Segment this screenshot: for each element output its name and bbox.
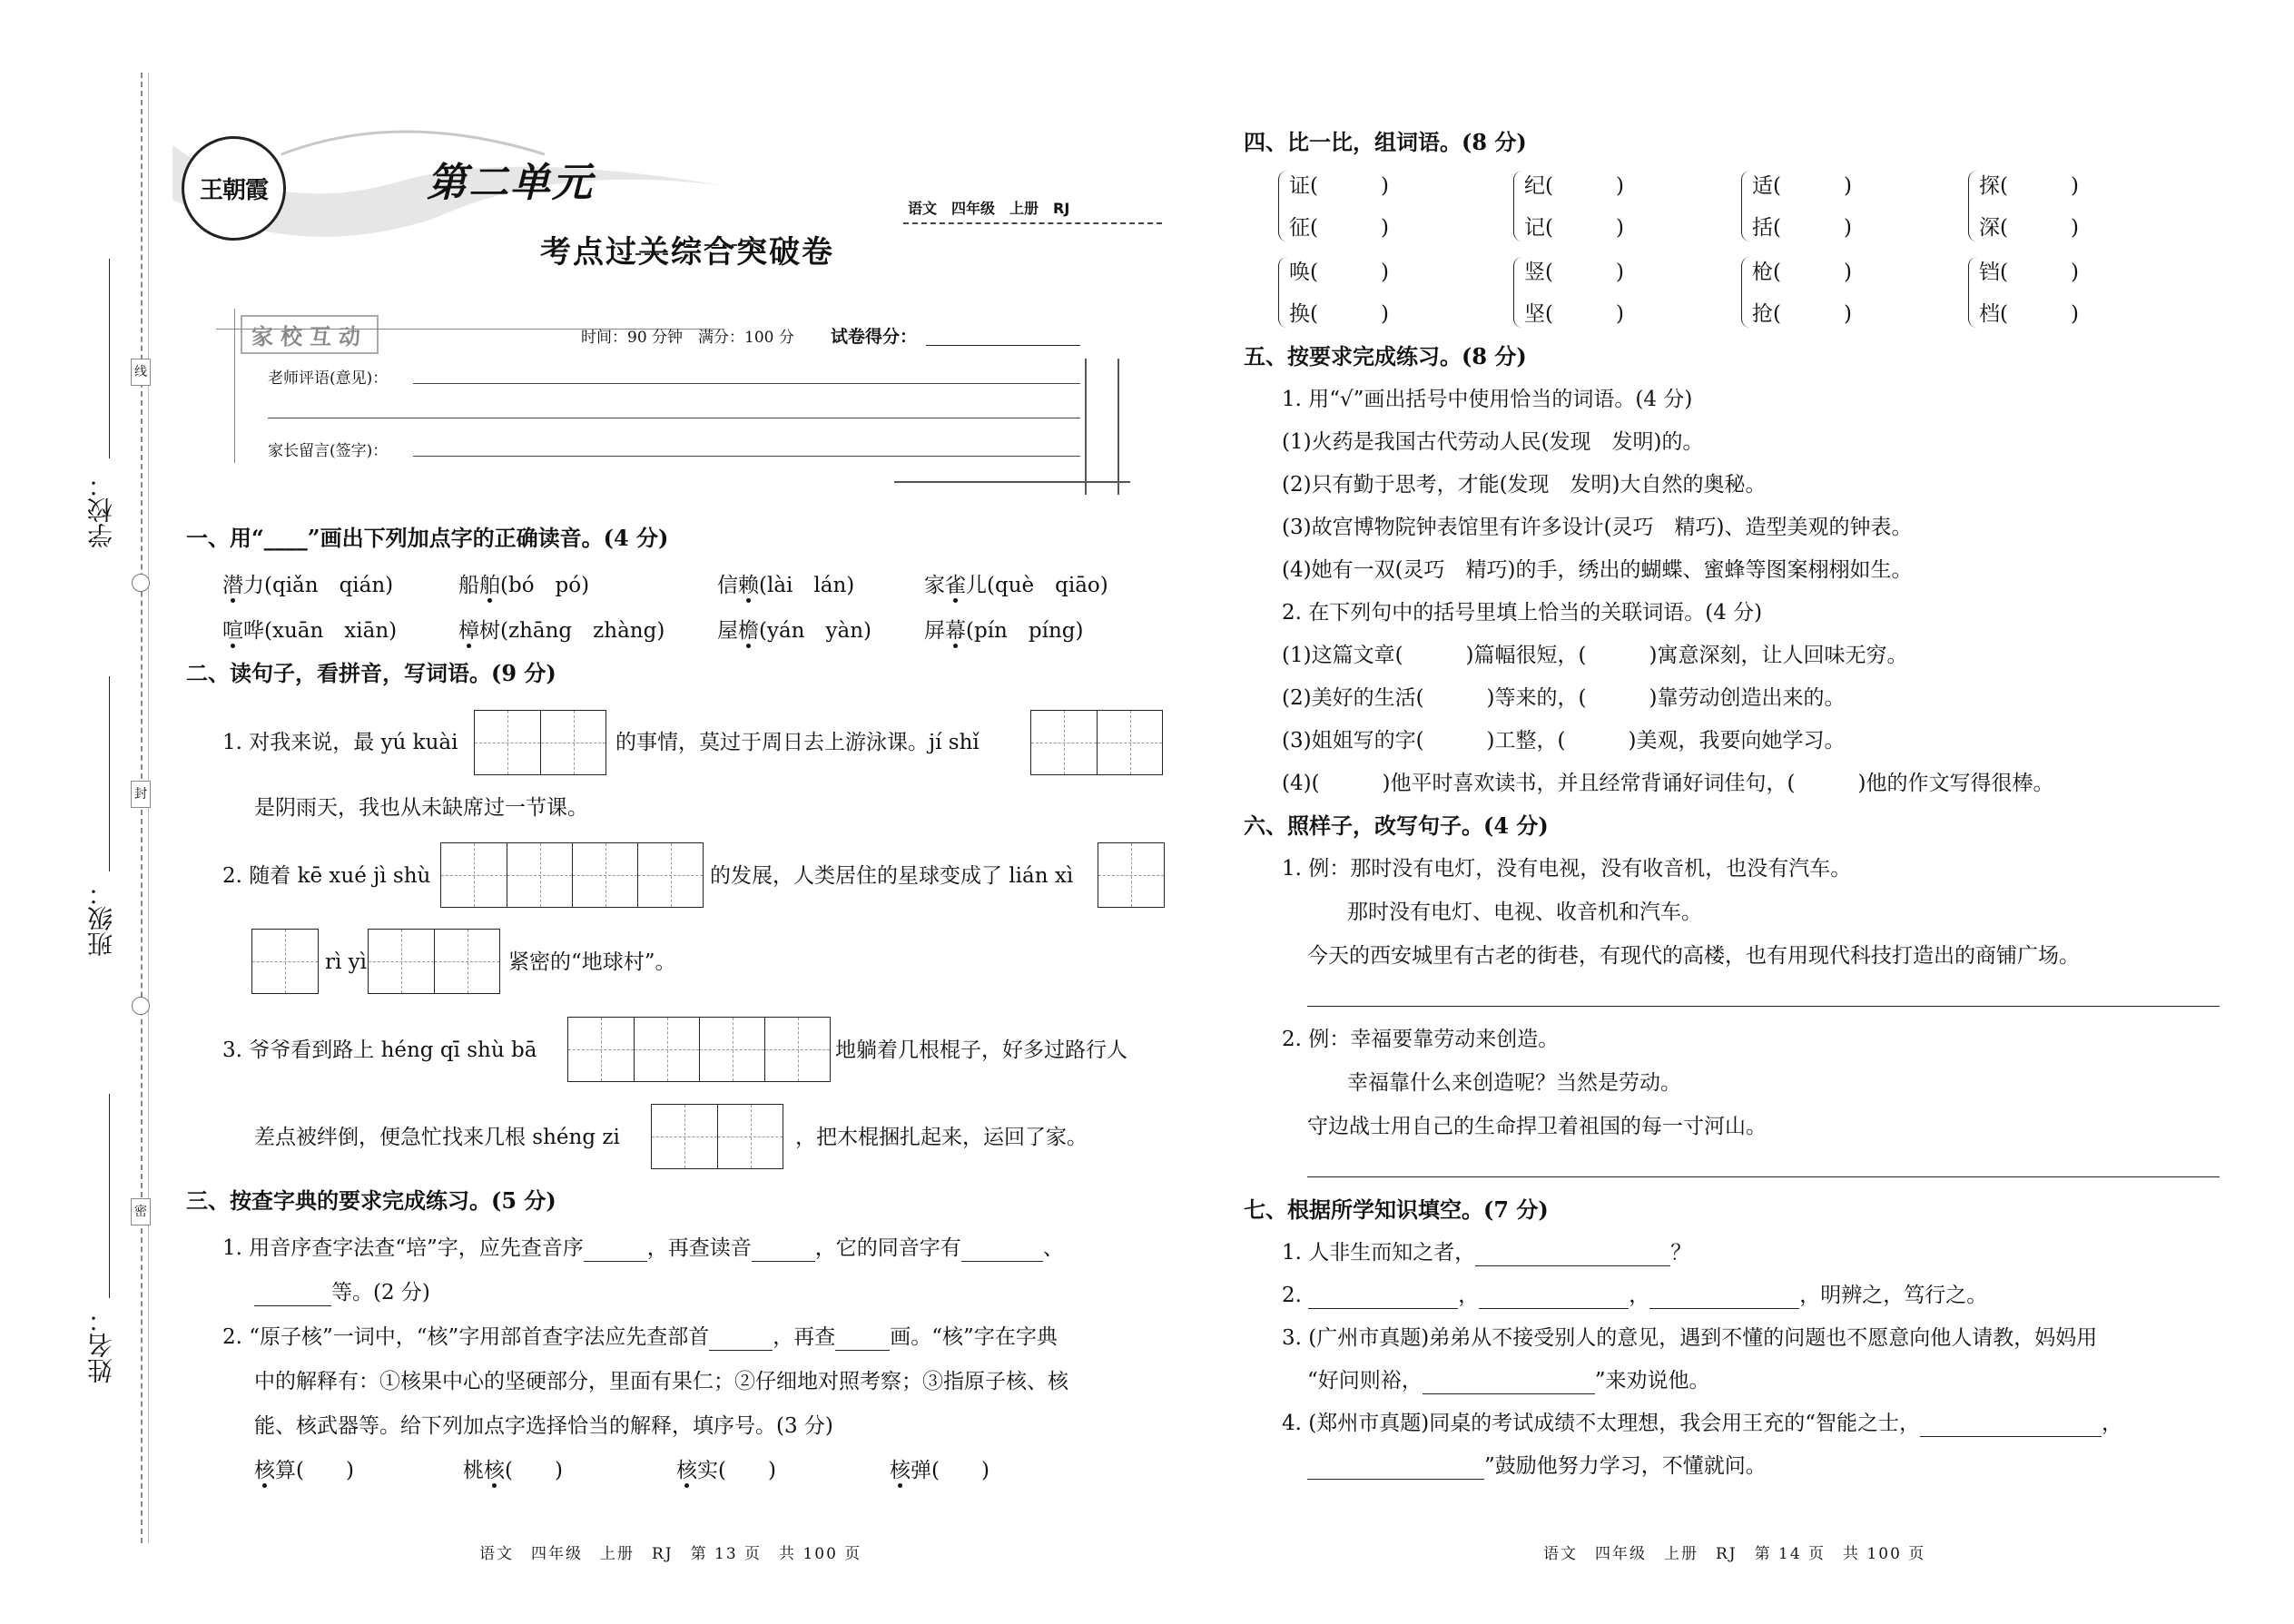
- s2-q3-grid-2[interactable]: [651, 1104, 783, 1169]
- binding-solid-line: [148, 73, 149, 1543]
- s3-q1-blank-4[interactable]: [254, 1284, 331, 1306]
- seal-label-3: 密: [131, 1198, 151, 1225]
- name-field[interactable]: [109, 1094, 110, 1298]
- s2-q2-grid-1[interactable]: [440, 842, 704, 908]
- seal-label-2: 封: [131, 781, 151, 808]
- s7-q3-line-1: 3. (广州市真题)弟弟从不接受别人的意见，遇到不懂的问题也不愿意向他人请教，妈妈用: [1282, 1326, 2098, 1350]
- s2-q1-text-b: 的事情，莫过于周日去上游泳课。jí shǐ: [615, 731, 980, 754]
- s4-brace-1: [1278, 171, 1287, 241]
- score-field[interactable]: [926, 345, 1080, 346]
- s2-q3-text-b: 地躺着几根棍子，好多过路行人: [835, 1038, 1127, 1062]
- s2-q1-text-a: 1. 对我来说，最 yú kuài: [222, 731, 458, 754]
- s6-line-3: 今天的西安城里有古老的街巷，有现代的高楼，也有用现代科技打造出的商铺广场。: [1307, 944, 2080, 968]
- s2-q3-text-c: 差点被绊倒，便急忙找来几根 shéng zi: [254, 1126, 620, 1149]
- s4-g5-b[interactable]: 换( ): [1289, 302, 1389, 326]
- tag-dashed-line: [903, 222, 1162, 224]
- s3-title: 三、按查字典的要求完成练习。(5 分): [186, 1187, 556, 1214]
- parent-comment-line[interactable]: [413, 456, 1080, 457]
- s6-answer-line-2[interactable]: [1307, 1176, 2220, 1177]
- s4-brace-8: [1968, 257, 1977, 328]
- s3-opt-1[interactable]: 核算( ): [254, 1459, 354, 1482]
- s2-q3-text-d: ，把木棍捆扎起来，运回了家。: [795, 1126, 1088, 1149]
- s4-brace-3: [1741, 171, 1750, 241]
- logo: [182, 136, 286, 241]
- s5-line-5[interactable]: (4)她有一双(灵巧 精巧)的手，绣出的蝴蝶、蜜蜂等图案栩栩如生。: [1282, 558, 1913, 582]
- s3-q1-blank-2[interactable]: [752, 1240, 815, 1262]
- s4-g4-a[interactable]: 探( ): [1979, 174, 2079, 198]
- s4-title: 四、比一比，组词语。(8 分): [1244, 129, 1527, 155]
- time-score-info: 时间：90 分钟 满分：100 分: [581, 329, 794, 347]
- binding-hole-1: [132, 574, 150, 592]
- name-label: 姓名：: [86, 1307, 116, 1383]
- s4-g3-b[interactable]: 括( ): [1752, 216, 1852, 240]
- s3-q2-blank-2[interactable]: [835, 1329, 890, 1351]
- s6-line-1: 1. 例：那时没有电灯，没有电视，没有收音机，也没有汽车。: [1282, 857, 1852, 881]
- s7-title: 七、根据所学知识填空。(7 分): [1244, 1196, 1549, 1223]
- s2-q1-text-c: 是阴雨天，我也从未缺席过一节课。: [254, 796, 588, 820]
- s4-brace-6: [1513, 257, 1522, 328]
- s6-answer-line-1[interactable]: [1307, 1006, 2220, 1007]
- s3-q1-blank-1[interactable]: [584, 1240, 647, 1262]
- s6-line-5: 幸福靠什么来创造呢？当然是劳动。: [1347, 1071, 1681, 1095]
- teacher-comment-label: 老师评语(意见)：: [268, 369, 389, 388]
- s4-g7-a[interactable]: 枪( ): [1752, 261, 1852, 284]
- subject-tag: 语文 四年级 上册 RJ: [908, 200, 1070, 217]
- home-school-badge: 家校互动: [241, 315, 379, 354]
- s4-g6-a[interactable]: 竖( ): [1524, 261, 1624, 284]
- s7-q2-blank-1[interactable]: [1308, 1287, 1458, 1309]
- s3-q1-line-2: 等。(2 分): [254, 1279, 430, 1306]
- s5-line-1: 1. 用“√”画出括号中使用恰当的词语。(4 分): [1282, 388, 1693, 411]
- s5-line-8[interactable]: (2)美好的生活( )等来的，( )靠劳动创造出来的。: [1282, 686, 1846, 710]
- s7-q2-blank-3[interactable]: [1649, 1287, 1799, 1309]
- s4-g1-a[interactable]: 证( ): [1289, 174, 1389, 198]
- s2-q3-text-a: 3. 爷爷看到路上 héng qī shù bā: [222, 1038, 537, 1062]
- s5-line-2[interactable]: (1)火药是我国古代劳动人民(发现 发明)的。: [1282, 430, 1704, 454]
- logo-text: 王朝霞: [199, 177, 268, 204]
- s4-g8-a[interactable]: 铛( ): [1979, 261, 2079, 284]
- s7-q2: 2. ， ， ，明辨之，笃行之。: [1282, 1284, 1988, 1307]
- class-field[interactable]: [109, 676, 110, 871]
- s1-title: 一、用“____”画出下列加点字的正确读音。(4 分): [186, 525, 669, 551]
- frame-vertical-1: [234, 309, 235, 463]
- footer-left: 语文 四年级 上册 RJ 第 13 页 共 100 页: [479, 1545, 862, 1563]
- s6-line-6: 守边战士用自己的生命捍卫着祖国的每一寸河山。: [1307, 1115, 1767, 1138]
- s3-opt-2[interactable]: 桃核( ): [463, 1459, 563, 1482]
- s3-opt-4[interactable]: 核弹( ): [890, 1459, 989, 1482]
- unit-title: 第二单元: [427, 160, 594, 206]
- s2-q1-grid-2[interactable]: [1030, 710, 1163, 775]
- s7-q3-blank[interactable]: [1423, 1373, 1595, 1394]
- s5-line-10[interactable]: (4)( )他平时喜欢读书，并且经常背诵好词佳句，( )他的作文写得很棒。: [1282, 772, 2054, 795]
- s5-line-4[interactable]: (3)故宫博物院钟表馆里有许多设计(灵巧 精巧)、造型美观的钟表。: [1282, 516, 1913, 539]
- s5-line-6: 2. 在下列句中的括号里填上恰当的关联词语。(4 分): [1282, 601, 1763, 625]
- s4-g7-b[interactable]: 抢( ): [1752, 302, 1852, 326]
- s1-row2-item3: 屋檐(yán yàn): [717, 619, 871, 643]
- s2-q2-text-c: rì yì: [325, 950, 368, 974]
- s7-q4-line-1: 4. (郑州市真题)同桌的考试成绩不太理想，我会用王充的“智能之士， ，: [1282, 1412, 2122, 1435]
- s3-q1-blank-3[interactable]: [961, 1240, 1043, 1262]
- exam-subtitle: 考点过关综合突破卷: [540, 234, 834, 271]
- frame-right-bottom: [894, 481, 1130, 483]
- s7-q4-blank-1[interactable]: [1920, 1415, 2102, 1437]
- school-label: 学校：: [86, 472, 116, 548]
- s2-q3-grid-1[interactable]: [567, 1017, 831, 1082]
- s3-q2-line-2: 中的解释有：①核果中心的坚硬部分，里面有果仁；②仔细地对照考察；③指原子核、核: [254, 1370, 1068, 1393]
- s2-q2-text-b: 的发展，人类居住的星球变成了 lián xì: [710, 864, 1074, 888]
- frame-right-bars: [1085, 359, 1119, 495]
- s7-q2-blank-2[interactable]: [1479, 1287, 1629, 1309]
- s4-g4-b[interactable]: 深( ): [1979, 216, 2079, 240]
- s3-q2-blank-1[interactable]: [709, 1329, 773, 1351]
- parent-comment-label: 家长留言(签字)：: [268, 442, 389, 460]
- s6-line-2: 那时没有电灯、电视、收音机和汽车。: [1347, 901, 1702, 924]
- s4-brace-7: [1741, 257, 1750, 328]
- teacher-comment-line-1[interactable]: [413, 383, 1080, 384]
- s5-line-9[interactable]: (3)姐姐写的字( )工整，( )美观，我要向她学习。: [1282, 729, 1846, 753]
- binding-dashed-line: [141, 73, 143, 1543]
- s3-q2-line: 2. “原子核”一词中，“核”字用部首查字法应先查部首 ，再查 画。“核”字在字典: [222, 1325, 1058, 1349]
- s4-g3-a[interactable]: 适( ): [1752, 174, 1852, 198]
- s4-g1-b[interactable]: 征( ): [1289, 216, 1389, 240]
- s2-q2-grid-4[interactable]: [368, 929, 500, 994]
- s2-q2-grid-3[interactable]: [251, 929, 319, 994]
- s4-g2-b[interactable]: 记( ): [1524, 216, 1624, 240]
- s1-row1-item2: 船舶(bó pó): [458, 574, 590, 597]
- s1-row1-item1: 潜力(qiǎn qián): [222, 574, 394, 597]
- s5-title: 五、按要求完成练习。(8 分): [1244, 343, 1527, 369]
- s5-line-7[interactable]: (1)这篇文章( )篇幅很短，( )寓意深刻，让人回味无穷。: [1282, 644, 1908, 667]
- binding-hole-2: [132, 997, 150, 1015]
- s7-q4-blank-2[interactable]: [1307, 1458, 1484, 1480]
- s1-row2-item1: 喧哗(xuān xiān): [222, 619, 398, 643]
- s1-row2-item4: 屏幕(pín píng): [924, 619, 1084, 643]
- s2-title: 二、读句子，看拼音，写词语。(9 分): [186, 660, 556, 686]
- s4-g6-b[interactable]: 坚( ): [1524, 302, 1624, 326]
- s4-brace-4: [1968, 171, 1977, 241]
- school-field[interactable]: [109, 259, 110, 458]
- s7-q1-blank[interactable]: [1475, 1245, 1670, 1266]
- s3-q2-line-3: 能、核武器等。给下列加点字选择恰当的解释，填序号。(3 分): [254, 1414, 833, 1438]
- s3-q1-line: 1. 用音序查字法查“培”字，应先查音序 ，再查读音 ，它的同音字有 、: [222, 1236, 1064, 1260]
- s6-line-4: 2. 例：幸福要靠劳动来创造。: [1282, 1028, 1560, 1051]
- s3-opt-3[interactable]: 核实( ): [676, 1459, 776, 1482]
- s1-row1-item3: 信赖(lài lán): [717, 574, 855, 597]
- s2-q1-grid-1[interactable]: [474, 710, 606, 775]
- s2-q2-text-d: 紧密的“地球村”。: [508, 950, 676, 974]
- score-label: 试卷得分：: [831, 327, 918, 347]
- s1-row1-item4: 家雀儿(què qiāo): [924, 574, 1108, 597]
- class-label: 班级：: [86, 881, 116, 957]
- s4-g2-a[interactable]: 纪( ): [1524, 174, 1624, 198]
- s4-brace-2: [1513, 171, 1522, 241]
- s4-brace-5: [1278, 257, 1287, 328]
- s7-q3-line-2: “好问则裕， ”来劝说他。: [1307, 1369, 1710, 1393]
- s5-line-3[interactable]: (2)只有勤于思考，才能(发现 发明)大自然的奥秘。: [1282, 473, 1767, 497]
- footer-right: 语文 四年级 上册 RJ 第 14 页 共 100 页: [1543, 1545, 1926, 1563]
- s7-q1: 1. 人非生而知之者， ？: [1282, 1241, 1692, 1265]
- s1-row2-item2: 樟树(zhāng zhàng): [458, 619, 665, 643]
- s4-g8-b[interactable]: 档( ): [1979, 302, 2079, 326]
- s2-q2-grid-2[interactable]: [1098, 842, 1165, 908]
- s6-title: 六、照样子，改写句子。(4 分): [1244, 812, 1549, 839]
- s7-q4-line-2: ”鼓励他努力学习，不懂就问。: [1307, 1452, 1767, 1480]
- seal-label-1: 线: [131, 359, 151, 386]
- s4-g5-a[interactable]: 唤( ): [1289, 261, 1389, 284]
- s2-q2-text-a: 2. 随着 kē xué jì shù: [222, 864, 431, 888]
